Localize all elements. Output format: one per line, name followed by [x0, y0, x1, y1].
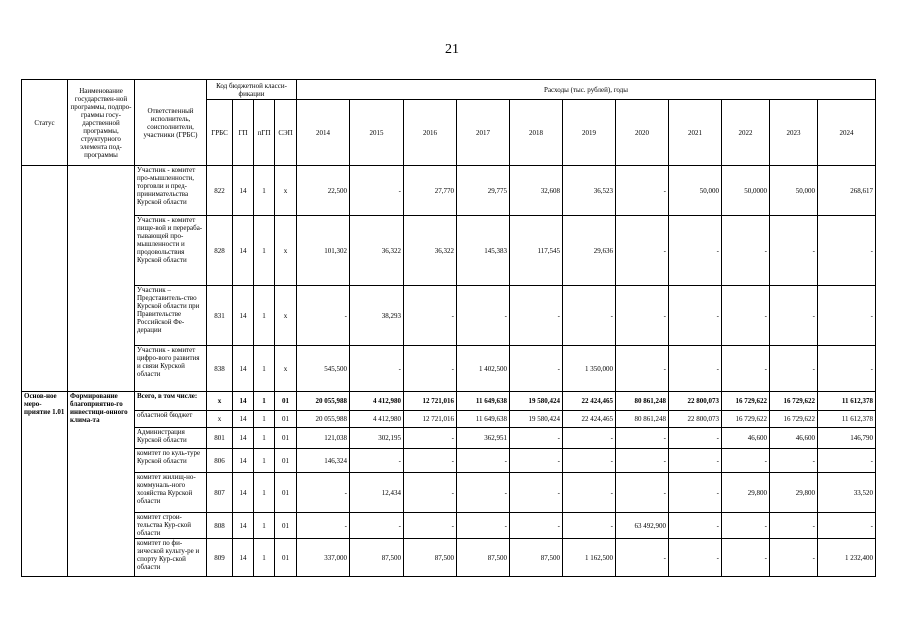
amount-cell: - [404, 473, 457, 513]
amount-cell: 46,600 [770, 428, 818, 449]
amount-cell: - [669, 216, 722, 286]
amount-cell: - [669, 449, 722, 473]
amount-cell: 11 649,638 [457, 411, 510, 428]
status-cell-empty [22, 166, 68, 392]
table-row [22, 539, 876, 577]
amount-cell: - [722, 449, 770, 473]
header-year: 2017 [457, 100, 510, 166]
amount-cell: 27,770 [404, 166, 457, 216]
code-pgp-cell: 1 [254, 428, 275, 449]
amount-cell: 38,293 [350, 286, 404, 346]
header-status: Статус [22, 80, 68, 166]
header-code-sep: СЭП [275, 100, 297, 166]
amount-cell: 545,500 [297, 346, 350, 392]
code-pgp-cell: 1 [254, 449, 275, 473]
group-a-rows [22, 166, 876, 392]
header-year: 2016 [404, 100, 457, 166]
group-b-rows [22, 392, 876, 577]
amount-cell: - [722, 513, 770, 539]
amount-cell: - [563, 513, 616, 539]
amount-cell: - [669, 473, 722, 513]
code-sep-cell: 01 [275, 513, 297, 539]
code-grbs-cell: 806 [207, 449, 233, 473]
amount-cell: 36,523 [563, 166, 616, 216]
amount-cell: 22,500 [297, 166, 350, 216]
amount-cell: 1 232,400 [818, 539, 876, 577]
amount-cell: - [457, 449, 510, 473]
executor-cell: комитет по куль-туре Курской области [135, 449, 207, 473]
amount-cell: - [404, 428, 457, 449]
code-sep-cell: 01 [275, 539, 297, 577]
amount-cell: 11 612,378 [818, 411, 876, 428]
header-year: 2022 [722, 100, 770, 166]
table-row [22, 346, 876, 392]
amount-cell: - [563, 449, 616, 473]
amount-cell: 11 649,638 [457, 392, 510, 411]
amount-cell: 337,000 [297, 539, 350, 577]
table-row [22, 473, 876, 513]
code-pgp-cell: 1 [254, 286, 275, 346]
amount-cell: 50,0000 [722, 166, 770, 216]
header-year: 2014 [297, 100, 350, 166]
amount-cell: 29,800 [722, 473, 770, 513]
code-sep-cell: х [275, 346, 297, 392]
code-pgp-cell: 1 [254, 166, 275, 216]
amount-cell: - [669, 513, 722, 539]
amount-cell: - [669, 286, 722, 346]
executor-cell: Участник – Представитель-ство Курской области при Правительстве Российской Фе-дерации [135, 286, 207, 346]
amount-cell: 80 861,248 [616, 411, 669, 428]
amount-cell: - [818, 449, 876, 473]
code-sep-cell: х [275, 166, 297, 216]
amount-cell: - [770, 216, 818, 286]
amount-cell: - [404, 346, 457, 392]
status-cell: Основ-ное меро-приятие 1.01 [22, 392, 68, 577]
amount-cell: - [616, 286, 669, 346]
table-row [22, 392, 876, 411]
amount-cell: 4 412,980 [350, 411, 404, 428]
code-grbs-cell: 807 [207, 473, 233, 513]
header-year: 2019 [563, 100, 616, 166]
table-row [22, 449, 876, 473]
amount-cell: - [722, 539, 770, 577]
amount-cell: - [669, 428, 722, 449]
amount-cell: - [616, 539, 669, 577]
amount-cell: 117,545 [510, 216, 563, 286]
executor-cell: комитет строи-тельства Кур-ской области [135, 513, 207, 539]
name-cell: Формирование благоприятно-го инвестици-онного клима-та [68, 392, 135, 577]
amount-cell: - [510, 473, 563, 513]
amount-cell: 12,434 [350, 473, 404, 513]
header-budget-code: Код бюджетной класси-фикации [207, 80, 297, 100]
executor-cell: Администрация Курской области [135, 428, 207, 449]
amount-cell: - [404, 513, 457, 539]
amount-cell: 63 492,900 [616, 513, 669, 539]
code-grbs-cell: 809 [207, 539, 233, 577]
amount-cell: - [722, 286, 770, 346]
amount-cell: 268,617 [818, 166, 876, 216]
amount-cell: - [722, 216, 770, 286]
code-gp-cell: 14 [233, 346, 254, 392]
amount-cell: 87,500 [510, 539, 563, 577]
amount-cell: - [510, 286, 563, 346]
code-pgp-cell: 1 [254, 411, 275, 428]
amount-cell: - [350, 166, 404, 216]
amount-cell: - [669, 539, 722, 577]
amount-cell: - [297, 286, 350, 346]
amount-cell: 33,520 [818, 473, 876, 513]
code-sep-cell: 01 [275, 428, 297, 449]
amount-cell: 22 800,073 [669, 392, 722, 411]
code-gp-cell: 14 [233, 473, 254, 513]
code-gp-cell: 14 [233, 166, 254, 216]
amount-cell: 29,800 [770, 473, 818, 513]
header-year: 2021 [669, 100, 722, 166]
amount-cell: 20 055,988 [297, 392, 350, 411]
header-expenses: Расходы (тыс. рублей), годы [297, 80, 876, 100]
table-row [22, 166, 876, 216]
code-grbs-cell: 838 [207, 346, 233, 392]
amount-cell: - [510, 346, 563, 392]
amount-cell: 12 721,016 [404, 411, 457, 428]
table-row [22, 513, 876, 539]
executor-cell: Участник - комитет цифро-вого развития и связи Курской области [135, 346, 207, 392]
amount-cell: - [350, 513, 404, 539]
code-gp-cell: 14 [233, 513, 254, 539]
code-sep-cell: 01 [275, 473, 297, 513]
executor-cell: комитет жилищ-но-коммуналь-ного хозяйства Курской области [135, 473, 207, 513]
executor-cell: Участник - комитет про-мышленности, торговли и пред-принимательства Курской области [135, 166, 207, 216]
amount-cell: - [616, 216, 669, 286]
amount-cell: - [404, 286, 457, 346]
executor-cell: областной бюджет [135, 411, 207, 428]
amount-cell: 16 729,622 [770, 392, 818, 411]
name-cell-empty [68, 166, 135, 392]
code-sep-cell: 01 [275, 449, 297, 473]
header-code-pgp: пГП [254, 100, 275, 166]
amount-cell: - [616, 346, 669, 392]
amount-cell: - [818, 513, 876, 539]
amount-cell: - [818, 216, 876, 286]
amount-cell: 50,000 [669, 166, 722, 216]
amount-cell: 32,608 [510, 166, 563, 216]
amount-cell: 22 424,465 [563, 411, 616, 428]
amount-cell: 11 612,378 [818, 392, 876, 411]
amount-cell: 362,951 [457, 428, 510, 449]
code-sep-cell: 01 [275, 392, 297, 411]
amount-cell: 29,775 [457, 166, 510, 216]
amount-cell: - [818, 346, 876, 392]
amount-cell: 19 580,424 [510, 392, 563, 411]
code-pgp-cell: 1 [254, 539, 275, 577]
code-sep-cell: х [275, 286, 297, 346]
code-sep-cell: 01 [275, 411, 297, 428]
amount-cell: 46,600 [722, 428, 770, 449]
amount-cell: 12 721,016 [404, 392, 457, 411]
header-executor: Ответственный исполнитель, соисполнители, участники (ГРБС) [135, 80, 207, 166]
amount-cell: 16 729,622 [770, 411, 818, 428]
amount-cell: - [297, 513, 350, 539]
amount-cell: - [616, 428, 669, 449]
header-year: 2015 [350, 100, 404, 166]
table-row [22, 411, 876, 428]
amount-cell: - [563, 428, 616, 449]
code-grbs-cell: 828 [207, 216, 233, 286]
code-gp-cell: 14 [233, 216, 254, 286]
code-grbs-cell: 801 [207, 428, 233, 449]
budget-table [21, 79, 876, 577]
executor-cell: комитет по фи-зической культу-ре и спорту Кур-ской области [135, 539, 207, 577]
amount-cell: 87,500 [350, 539, 404, 577]
code-grbs-cell: 808 [207, 513, 233, 539]
amount-cell: 50,000 [770, 166, 818, 216]
code-gp-cell: 14 [233, 449, 254, 473]
amount-cell: - [770, 449, 818, 473]
header-code-gp: ГП [233, 100, 254, 166]
amount-cell: 145,383 [457, 216, 510, 286]
header-year: 2020 [616, 100, 669, 166]
amount-cell: 29,636 [563, 216, 616, 286]
amount-cell: 22 424,465 [563, 392, 616, 411]
executor-cell: Всего, в том числе: [135, 392, 207, 411]
amount-cell: 1 402,500 [457, 346, 510, 392]
code-gp-cell: 14 [233, 392, 254, 411]
amount-cell: 20 055,988 [297, 411, 350, 428]
header-year: 2023 [770, 100, 818, 166]
amount-cell: 121,038 [297, 428, 350, 449]
page-number: 21 [445, 42, 459, 57]
amount-cell: - [510, 449, 563, 473]
amount-cell: 16 729,622 [722, 392, 770, 411]
header-year: 2018 [510, 100, 563, 166]
table-row [22, 428, 876, 449]
amount-cell: - [563, 286, 616, 346]
executor-cell: Участник - комитет пище-вой и перераба-тывающей про-мышленности и продовольствия Курской области [135, 216, 207, 286]
amount-cell: 302,195 [350, 428, 404, 449]
code-pgp-cell: 1 [254, 513, 275, 539]
header-name: Наименование государствен-ной программы, подпро-граммы госу-дарственной программы, структурного элемента под-программы [68, 80, 135, 166]
amount-cell: 146,790 [818, 428, 876, 449]
code-grbs-cell: х [207, 392, 233, 411]
amount-cell: 101,302 [297, 216, 350, 286]
amount-cell: - [563, 473, 616, 513]
amount-cell: 36,322 [350, 216, 404, 286]
code-pgp-cell: 1 [254, 216, 275, 286]
amount-cell: 1 162,500 [563, 539, 616, 577]
amount-cell: 87,500 [457, 539, 510, 577]
amount-cell: - [770, 286, 818, 346]
amount-cell: - [297, 473, 350, 513]
code-gp-cell: 14 [233, 411, 254, 428]
amount-cell: - [722, 346, 770, 392]
amount-cell: - [770, 539, 818, 577]
amount-cell: - [510, 513, 563, 539]
amount-cell: - [616, 166, 669, 216]
amount-cell: - [457, 286, 510, 346]
code-pgp-cell: 1 [254, 473, 275, 513]
amount-cell: - [770, 346, 818, 392]
code-pgp-cell: 1 [254, 392, 275, 411]
amount-cell: 87,500 [404, 539, 457, 577]
header-year: 2024 [818, 100, 876, 166]
amount-cell: 80 861,248 [616, 392, 669, 411]
amount-cell: 146,324 [297, 449, 350, 473]
amount-cell: - [457, 513, 510, 539]
code-grbs-cell: 822 [207, 166, 233, 216]
code-pgp-cell: 1 [254, 346, 275, 392]
amount-cell: - [350, 449, 404, 473]
amount-cell: 4 412,980 [350, 392, 404, 411]
amount-cell: - [404, 449, 457, 473]
header-code-grbs: ГРБС [207, 100, 233, 166]
amount-cell: - [616, 449, 669, 473]
code-grbs-cell: х [207, 411, 233, 428]
amount-cell: - [510, 428, 563, 449]
amount-cell: - [457, 473, 510, 513]
amount-cell: 36,322 [404, 216, 457, 286]
table-row [22, 216, 876, 286]
table-row [22, 286, 876, 346]
amount-cell: 1 350,000 [563, 346, 616, 392]
code-sep-cell: х [275, 216, 297, 286]
code-gp-cell: 14 [233, 428, 254, 449]
amount-cell: - [770, 513, 818, 539]
amount-cell: - [350, 346, 404, 392]
code-grbs-cell: 831 [207, 286, 233, 346]
amount-cell: 22 800,073 [669, 411, 722, 428]
code-gp-cell: 14 [233, 286, 254, 346]
amount-cell: 19 580,424 [510, 411, 563, 428]
amount-cell: 16 729,622 [722, 411, 770, 428]
amount-cell: - [616, 473, 669, 513]
amount-cell: - [818, 286, 876, 346]
amount-cell: - [669, 346, 722, 392]
code-gp-cell: 14 [233, 539, 254, 577]
